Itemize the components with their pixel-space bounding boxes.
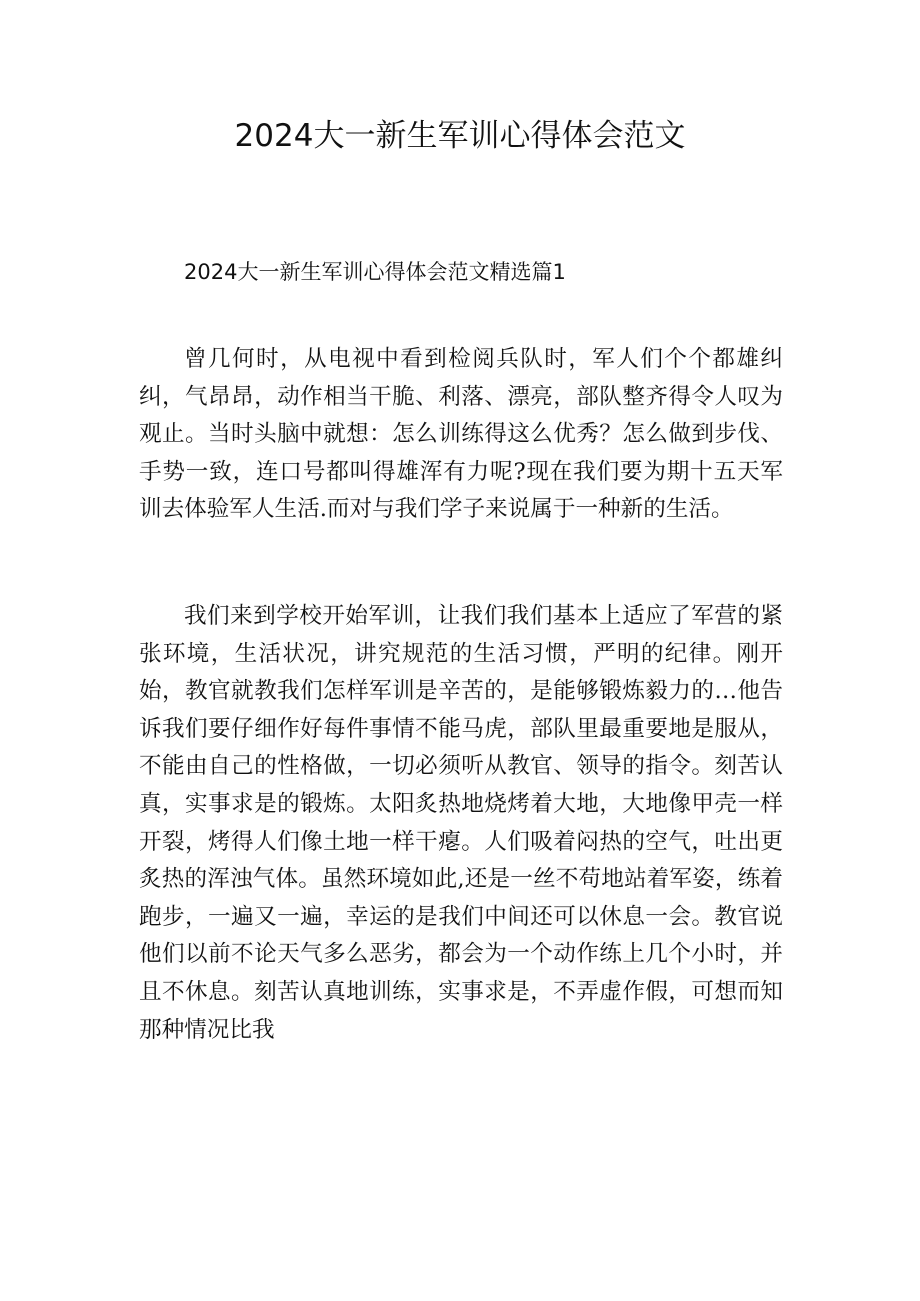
document-title: 2024大一新生军训心得体会范文 — [234, 118, 686, 154]
section-heading: 2024大一新生军训心得体会范文精选篇1 — [184, 260, 566, 284]
paragraph-1: 曾几何时，从电视中看到检阅兵队时，军人们个个都雄纠纠，气昂昂，动作相当干脆、利落、漂亮，部队整齐得令人叹为观止。当时头脑中就想：怎么训练得这么优秀？怎么做到步伐、手势一致，连口号都叫得雄浑有力呢?现在我们要为期十五天军训去体验军人生活.而对与我们学子来说属于一种新的生活。 — [139, 346, 783, 523]
paragraph-2: 我们来到学校开始军训，让我们我们基本上适应了军营的紧张环境，生活状况，讲究规范的生活习惯，严明的纪律。刚开始，教官就教我们怎样军训是辛苦的，是能够锻炼毅力的…他告诉我们要仔细作好每件事情不能马虎，部队里最重要地是服从，不能由自己的性格做，一切必须听从教官、领导的指令。刻苦认真，实事求是的锻炼。太阳炙热地烧烤着大地，大地像甲壳一样开裂，烤得人们像土地一样干瘪。人们吸着闷热的空气，吐出更炙热的浑浊气体。虽然环境如此,还是一丝不苟地站着军姿，练着跑步，一遍又一遍，幸运的是我们中间还可以休息一会。教官说他们以前不论天气多么恶劣，都会为一个动作练上几个小时，并且不休息。刻苦认真地训练，实事求是，不弄虚作假，可想而知那种情况比我 — [139, 603, 783, 1043]
